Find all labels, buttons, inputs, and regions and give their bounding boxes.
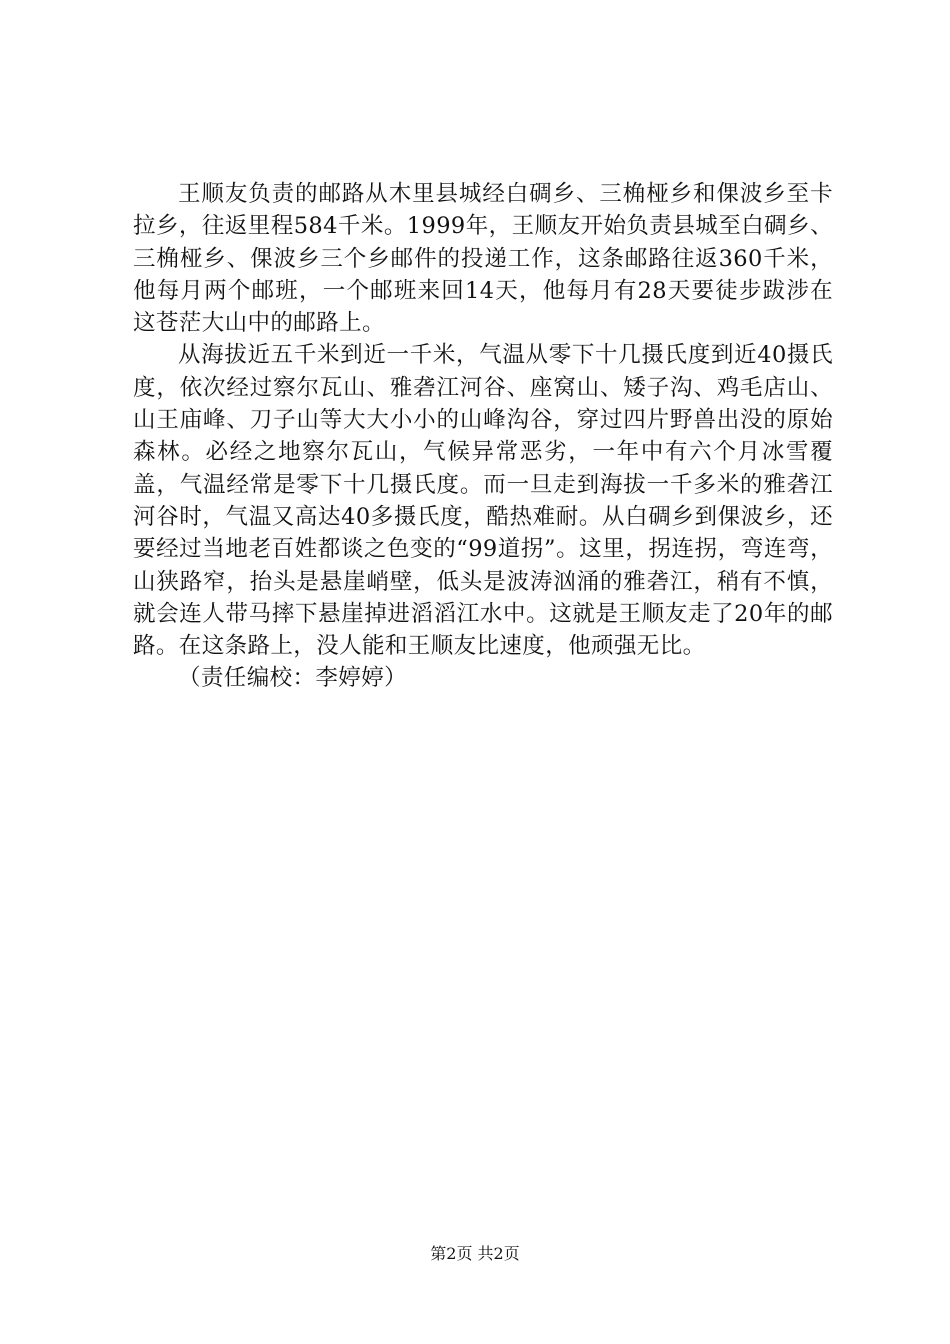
- page-number-label: 第2页 共2页: [430, 1244, 520, 1263]
- editor-note: （责任编校：李婷婷）: [178, 665, 408, 692]
- page-footer: [0, 1244, 950, 1264]
- paragraph-postal-route: 王顺友负责的邮路从木里县城经白碉乡、三桷桠乡和倮波乡至卡拉乡，往返里程584千米。1999年，王顺友开始负责县城至白碉乡、三桷桠乡、倮波乡三个乡邮件的投递工作，这条邮路往返360千米，他每月两个邮班，一个邮班来回14天，他每月有28天要徒步跋涉在这苍茫大山中的邮路上。: [133, 181, 833, 337]
- article-body: [133, 178, 833, 695]
- paragraph-terrain: 从海拔近五千米到近一千米，气温从零下十几摄氏度到近40摄氏度，依次经过察尔瓦山、雅砻江河谷、座窝山、矮子沟、鸡毛店山、山王庙峰、刀子山等大大小小的山峰沟谷，穿过四片野兽出没的原始森林。必经之地察尔瓦山，气候异常恶劣，一年中有六个月冰雪覆盖，气温经常是零下十几摄氏度。而一旦走到海拔一千多米的雅砻江河谷时，气温又高达40多摄氏度，酷热难耐。从白碉乡到倮波乡，还要经过当地老百姓都谈之色变的“99道拐”。这里，拐连拐，弯连弯，山狭路窄，抬头是悬崖峭壁，低头是波涛汹涌的雅砻江，稍有不慎，就会连人带马摔下悬崖掉进滔滔江水中。这就是王顺友走了20年的邮路。在这条路上，没人能和王顺友比速度，他顽强无比。: [133, 342, 833, 660]
